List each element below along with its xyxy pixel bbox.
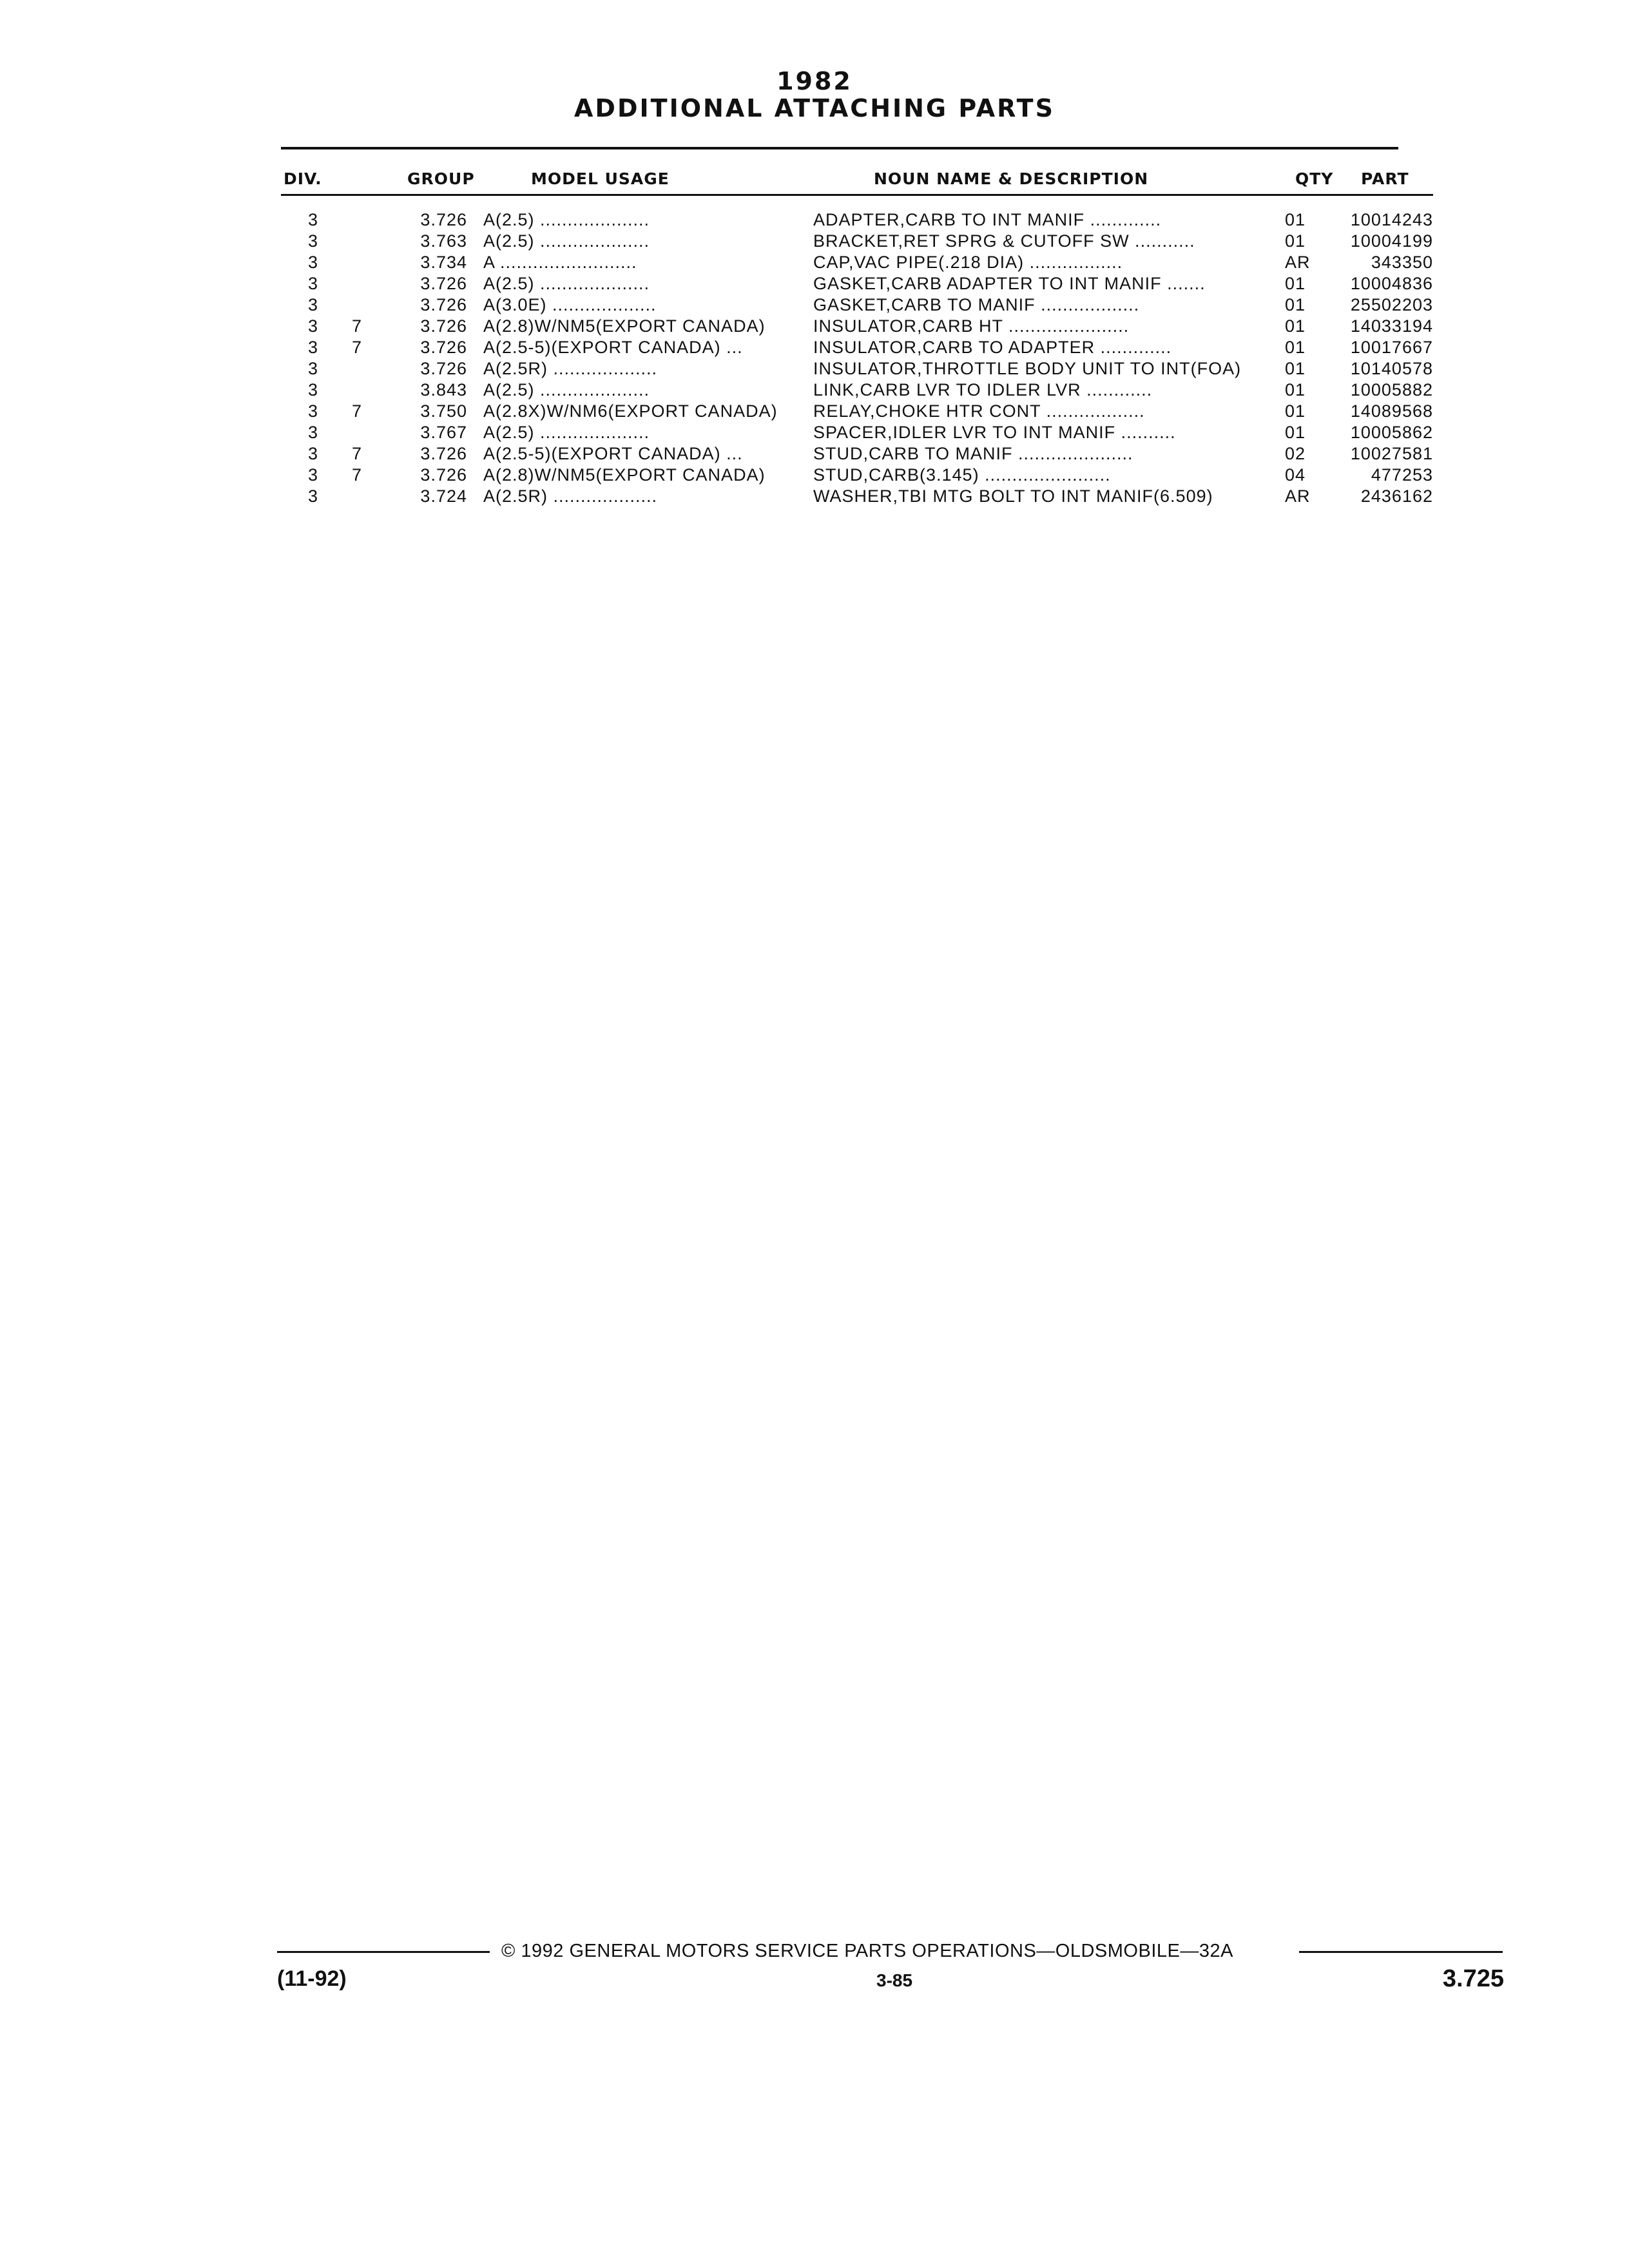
row-group: 3.726 (420, 359, 467, 378)
row-description: INSULATOR,CARB TO ADAPTER ............. (813, 338, 1172, 357)
table-row (0, 273, 1629, 294)
footer-rule-right (1299, 1951, 1503, 1953)
table-row (0, 231, 1629, 252)
row-description: CAP,VAC PIPE(.218 DIA) ................. (813, 253, 1123, 272)
row-qty: AR (1285, 486, 1311, 506)
row-div: 3 (307, 359, 319, 378)
col-header-description: NOUN NAME & DESCRIPTION (874, 169, 1149, 188)
row-div: 3 (307, 465, 319, 485)
row-group: 3.726 (420, 274, 467, 293)
row-model-usage: A(2.5) .................... (483, 231, 650, 251)
table-row (0, 316, 1629, 337)
row-model-usage: A(3.0E) ................... (483, 295, 657, 314)
table-row (0, 422, 1629, 443)
row-div: 3 (307, 210, 319, 229)
row-part-number: 10027581 (1350, 444, 1433, 463)
col-header-div: DIV. (284, 169, 322, 188)
row-div: 3 (307, 380, 319, 399)
column-header-rule (281, 194, 1433, 196)
table-row (0, 294, 1629, 316)
table-row (0, 380, 1629, 401)
table-row (0, 401, 1629, 422)
row-div: 3 (307, 423, 319, 442)
row-part-number: 10005862 (1350, 423, 1433, 442)
row-div: 3 (307, 486, 319, 506)
table-row (0, 358, 1629, 380)
row-qty: 01 (1285, 338, 1306, 357)
row-group: 3.734 (420, 253, 467, 272)
row-sub-div: 7 (351, 444, 363, 463)
footer-page-number: 3-85 (876, 1970, 913, 1990)
row-description: GASKET,CARB TO MANIF .................. (813, 295, 1140, 314)
row-qty: 01 (1285, 231, 1306, 251)
row-sub-div: 7 (351, 465, 363, 485)
row-div: 3 (307, 316, 319, 336)
row-group: 3.726 (420, 316, 467, 336)
table-row (0, 486, 1629, 507)
row-part-number: 343350 (1371, 253, 1433, 272)
row-description: STUD,CARB TO MANIF ..................... (813, 444, 1133, 463)
row-sub-div: 7 (351, 401, 363, 421)
top-rule (281, 147, 1398, 149)
row-description: STUD,CARB(3.145) ....................... (813, 465, 1111, 485)
row-description: SPACER,IDLER LVR TO INT MANIF .......... (813, 423, 1176, 442)
row-part-number: 2436162 (1360, 486, 1433, 506)
row-model-usage: A(2.5R) ................... (483, 359, 658, 378)
table-row (0, 337, 1629, 358)
row-group: 3.726 (420, 465, 467, 485)
row-part-number: 10014243 (1350, 210, 1433, 229)
footer-copyright: © 1992 GENERAL MOTORS SERVICE PARTS OPERATIONS—OLDSMOBILE—32A (501, 1941, 1233, 1961)
row-group: 3.726 (420, 338, 467, 357)
row-qty: 04 (1285, 465, 1306, 485)
row-group: 3.726 (420, 210, 467, 229)
row-part-number: 25502203 (1350, 295, 1433, 314)
row-group: 3.763 (420, 231, 467, 251)
table-row (0, 252, 1629, 273)
row-description: INSULATOR,CARB HT ...................... (813, 316, 1130, 336)
row-description: ADAPTER,CARB TO INT MANIF ............. (813, 210, 1162, 229)
row-model-usage: A(2.5) .................... (483, 274, 650, 293)
footer-rule-left (277, 1951, 490, 1953)
row-part-number: 10017667 (1350, 338, 1433, 357)
row-description: WASHER,TBI MTG BOLT TO INT MANIF(6.509) (813, 486, 1213, 506)
row-div: 3 (307, 338, 319, 357)
row-sub-div: 7 (351, 316, 363, 336)
page-title: ADDITIONAL ATTACHING PARTS (574, 94, 1055, 122)
row-part-number: 10004199 (1350, 231, 1433, 251)
row-model-usage: A(2.5) .................... (483, 380, 650, 399)
row-model-usage: A(2.5-5)(EXPORT CANADA) ... (483, 338, 743, 357)
row-group: 3.726 (420, 444, 467, 463)
footer-section-number: 3.725 (1442, 1965, 1504, 1992)
row-div: 3 (307, 444, 319, 463)
col-header-group: GROUP (407, 169, 475, 188)
page-year: 1982 (776, 67, 853, 95)
row-part-number: 10140578 (1350, 359, 1433, 378)
row-part-number: 10005882 (1350, 380, 1433, 399)
row-group: 3.750 (420, 401, 467, 421)
row-model-usage: A(2.8)W/NM5(EXPORT CANADA) (483, 465, 766, 485)
row-part-number: 477253 (1371, 465, 1433, 485)
row-model-usage: A(2.5R) ................... (483, 486, 658, 506)
row-qty: 01 (1285, 359, 1306, 378)
row-qty: 01 (1285, 295, 1306, 314)
row-description: LINK,CARB LVR TO IDLER LVR ............ (813, 380, 1153, 399)
row-div: 3 (307, 401, 319, 421)
row-group: 3.724 (420, 486, 467, 506)
table-row (0, 209, 1629, 231)
row-part-number: 10004836 (1350, 274, 1433, 293)
row-sub-div: 7 (351, 338, 363, 357)
row-description: BRACKET,RET SPRG & CUTOFF SW ........... (813, 231, 1195, 251)
row-qty: 01 (1285, 380, 1306, 399)
row-description: GASKET,CARB ADAPTER TO INT MANIF ....... (813, 274, 1206, 293)
row-model-usage: A(2.5) .................... (483, 423, 650, 442)
row-qty: AR (1285, 253, 1311, 272)
table-row (0, 465, 1629, 486)
parts-table (0, 209, 1629, 507)
row-model-usage: A(2.8)W/NM5(EXPORT CANADA) (483, 316, 766, 336)
col-header-qty: QTY (1295, 169, 1334, 188)
col-header-part: PART (1361, 169, 1409, 188)
row-div: 3 (307, 274, 319, 293)
col-header-model-usage: MODEL USAGE (531, 169, 670, 188)
row-qty: 01 (1285, 210, 1306, 229)
row-model-usage: A(2.8X)W/NM6(EXPORT CANADA) (483, 401, 778, 421)
row-qty: 01 (1285, 401, 1306, 421)
row-model-usage: A(2.5) .................... (483, 210, 650, 229)
row-qty: 01 (1285, 274, 1306, 293)
row-group: 3.726 (420, 295, 467, 314)
row-div: 3 (307, 253, 319, 272)
row-description: RELAY,CHOKE HTR CONT .................. (813, 401, 1145, 421)
row-part-number: 14033194 (1350, 316, 1433, 336)
row-group: 3.843 (420, 380, 467, 399)
row-qty: 01 (1285, 423, 1306, 442)
table-row (0, 443, 1629, 465)
footer-date: (11-92) (277, 1966, 347, 1991)
row-model-usage: A(2.5-5)(EXPORT CANADA) ... (483, 444, 743, 463)
row-div: 3 (307, 231, 319, 251)
row-group: 3.767 (420, 423, 467, 442)
row-description: INSULATOR,THROTTLE BODY UNIT TO INT(FOA) (813, 359, 1242, 378)
row-qty: 01 (1285, 316, 1306, 336)
row-div: 3 (307, 295, 319, 314)
row-model-usage: A ......................... (483, 253, 637, 272)
row-qty: 02 (1285, 444, 1306, 463)
row-part-number: 14089568 (1350, 401, 1433, 421)
